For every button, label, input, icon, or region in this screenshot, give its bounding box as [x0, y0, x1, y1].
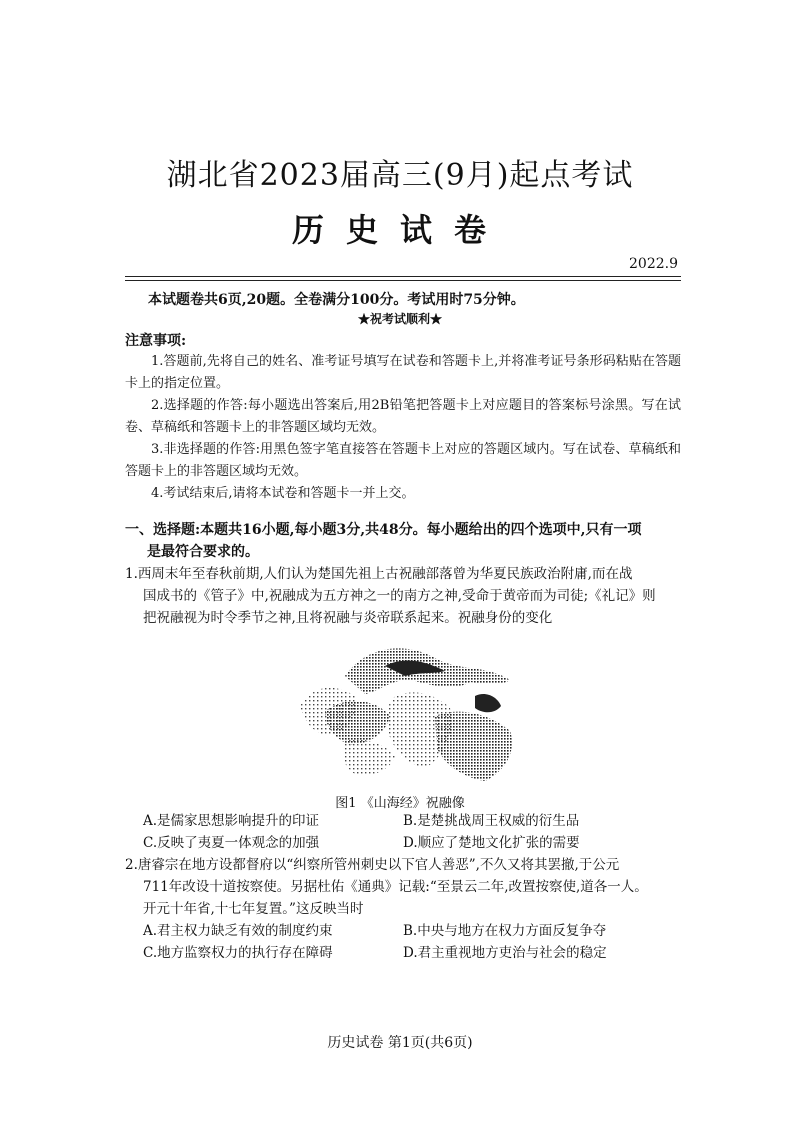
question-2-stem [125, 854, 685, 920]
notice-item: 3.非选择题的作答:用黑色签字笔直接答在答题卡上对应的答题区域内。写在试卷、草稿纸和答题卡上的非答题区域均无效。 [125, 442, 681, 479]
good-luck-wish: ★祝考试顺利★ [357, 312, 442, 326]
option-b[interactable]: B.是楚挑战周王权威的衍生品 [403, 813, 580, 829]
question-line: 711年改设十道按察使。另据杜佑《通典》记载:“至景云二年,改置按察使,道各一人。 [143, 879, 648, 895]
exam-title: 湖北省2023届高三(9月)起点考试 [166, 158, 634, 193]
question-line: 开元十年省,十七年复置。”这反映当时 [143, 901, 364, 917]
header-rule-thin [125, 280, 681, 281]
notice-heading: 注意事项: [125, 333, 187, 349]
exam-summary: 本试题卷共6页,20题。全卷满分100分。考试用时75分钟。 [148, 292, 525, 308]
option-b[interactable]: B.中央与地方在权力方面反复争夺 [403, 923, 607, 939]
question-line: 把祝融视为时令季节之神,且将祝融与炎帝联系起来。祝融身份的变化 [143, 610, 553, 626]
zhurong-illustration [285, 636, 525, 786]
option-a[interactable]: A.是儒家思想影响提升的印证 [143, 813, 320, 829]
header-rule [125, 276, 681, 277]
option-c[interactable]: C.反映了夷夏一体观念的加强 [143, 835, 320, 851]
figure-caption: 图1 《山海经》祝融像 [335, 796, 465, 811]
section-line: 是最符合要求的。 [147, 544, 259, 560]
page-footer: 历史试卷 第1页(共6页) [327, 1035, 473, 1051]
option-c[interactable]: C.地方监察权力的执行存在障碍 [143, 945, 333, 961]
subject-title: 历史试卷 [291, 211, 508, 249]
notice-item: 2.选择题的作答:每小题选出答案后,用2B铅笔把答题卡上对应题目的答案标号涂黑。写在试卷、草稿纸和答题卡上的非答题区域均无效。 [125, 398, 681, 435]
notice-item: 1.答题前,先将自己的姓名、准考证号填写在试卷和答题卡上,并将准考证号条形码粘贴在答题卡上的指定位置。 [125, 354, 681, 391]
option-d[interactable]: D.君主重视地方吏治与社会的稳定 [403, 945, 607, 961]
question-line: 国成书的《管子》中,祝融成为五方神之一的南方之神,受命于黄帝而为司徒;《礼记》则 [143, 588, 656, 604]
section-heading [125, 519, 685, 563]
option-d[interactable]: D.顺应了楚地文化扩张的需要 [403, 835, 580, 851]
notice-list [125, 351, 681, 505]
question-line: 2.唐睿宗在地方设都督府以“纠察所管州刺史以下官人善恶”,不久又将其罢撤,于公元 [125, 857, 620, 873]
option-a[interactable]: A.君主权力缺乏有效的制度约束 [143, 923, 333, 939]
section-line: 一、选择题:本题共16小题,每小题3分,共48分。每小题给出的四个选项中,只有一项 [125, 522, 642, 538]
question-line: 1.西周末年至春秋前期,人们认为楚国先祖上古祝融部落曾为华夏民族政治附庸,而在战 [125, 566, 633, 582]
question-1-options [143, 810, 683, 854]
notice-item: 4.考试结束后,请将本试卷和答题卡一并上交。 [151, 486, 415, 501]
question-2-options [143, 920, 683, 964]
exam-date: 2022.9 [629, 256, 678, 272]
question-1-stem [125, 563, 685, 629]
